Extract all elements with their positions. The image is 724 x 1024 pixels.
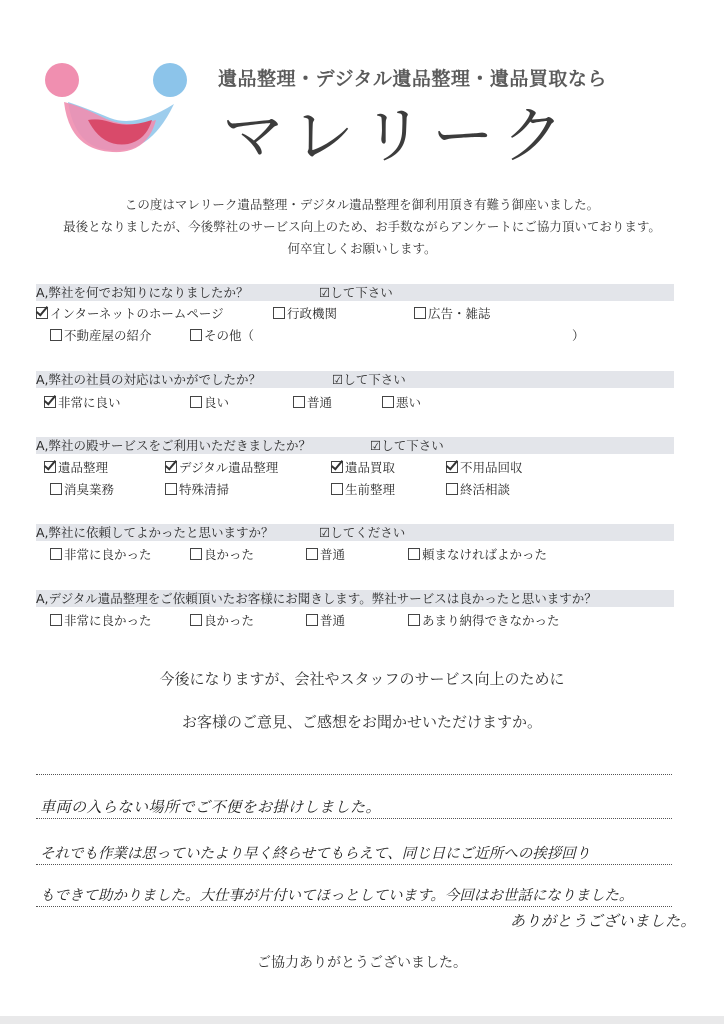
closing-line-1: 今後になりますが、会社やスタッフのサービス向上のために xyxy=(159,670,565,688)
checkbox-icon[interactable] xyxy=(165,483,177,495)
checkbox-icon[interactable] xyxy=(190,329,202,341)
q3-option-tokushu[interactable]: 特殊清掃 xyxy=(165,481,229,498)
q5-option-good[interactable]: 良かった xyxy=(190,612,254,629)
intro-line-2: 最後となりましたが、今後弊社のサービス向上のため、お手数ながらアンケートにご協力頂いております。 xyxy=(63,219,661,234)
q1-option-internet[interactable]: インターネットのホームページ xyxy=(36,305,224,322)
question-2-text: A,弊社の社員の対応はいかがでしたか？ xyxy=(36,372,262,387)
question-2-instruction: ☑して下さい xyxy=(332,372,406,387)
q4-option-very-good[interactable]: 非常に良かった xyxy=(50,546,152,563)
q3-option-shoushuu[interactable]: 消臭業務 xyxy=(50,481,114,498)
q5-option-normal[interactable]: 普通 xyxy=(306,612,345,629)
checkbox-icon[interactable] xyxy=(382,396,394,408)
question-3-bar xyxy=(36,437,674,454)
checkbox-checked-icon[interactable] xyxy=(331,461,343,473)
q3-option-shuukatsu[interactable]: 終活相談 xyxy=(446,481,510,498)
q4-option-should-not[interactable]: 頼まなければよかった xyxy=(408,546,547,563)
q2-option-normal[interactable]: 普通 xyxy=(293,394,332,411)
q2-option-very-good[interactable]: 非常に良い xyxy=(44,394,121,411)
handwritten-comment-4: ありがとうございました。 xyxy=(510,912,697,930)
q4-option-normal[interactable]: 普通 xyxy=(306,546,345,563)
question-1-bar xyxy=(36,284,674,301)
malleleak-logo xyxy=(36,58,196,158)
checkbox-checked-icon[interactable] xyxy=(165,461,177,473)
checkbox-icon[interactable] xyxy=(50,548,62,560)
q1-option-realestate[interactable]: 不動産屋の紹介 xyxy=(50,327,152,344)
q1-option-other[interactable]: その他（ xyxy=(190,327,254,344)
q5-option-very-good[interactable]: 非常に良かった xyxy=(50,612,152,629)
comment-line xyxy=(36,774,672,775)
question-4-bar xyxy=(36,524,674,541)
comment-line xyxy=(36,818,672,819)
question-2-bar xyxy=(36,371,674,388)
question-1-instruction: ☑して下さい xyxy=(319,285,393,300)
checkbox-icon[interactable] xyxy=(190,548,202,560)
intro-line-1: この度はマレリーク遺品整理・デジタル遺品整理を御利用頂き有難う御座いました。 xyxy=(124,197,600,212)
checkbox-icon[interactable] xyxy=(50,483,62,495)
question-1-text: A,弊社を何でお知りになりましたか？ xyxy=(36,285,249,300)
closing-line-2: お客様のご意見、ご感想をお聞かせいただけますか。 xyxy=(181,713,542,731)
q1-option-advertising[interactable]: 広告・雑誌 xyxy=(414,305,491,322)
checkbox-icon[interactable] xyxy=(446,483,458,495)
checkbox-icon[interactable] xyxy=(50,329,62,341)
q2-option-good[interactable]: 良い xyxy=(190,394,229,411)
checkbox-icon[interactable] xyxy=(408,614,420,626)
checkbox-icon[interactable] xyxy=(306,614,318,626)
handwritten-comment-3: もできて助かりました。大仕事が片付いてほっとしています。今回はお世話になりました。 xyxy=(40,888,634,904)
comment-line xyxy=(36,906,672,907)
q1-option-government[interactable]: 行政機関 xyxy=(273,305,337,322)
q5-option-not-satisfied[interactable]: あまり納得できなかった xyxy=(408,612,560,629)
question-5-text: A,デジタル遺品整理をご依頼頂いたお客様にお聞きします。弊社サービスは良かったと思いますか？ xyxy=(36,591,597,606)
checkbox-icon[interactable] xyxy=(306,548,318,560)
checkbox-icon[interactable] xyxy=(190,396,202,408)
checkbox-icon[interactable] xyxy=(414,307,426,319)
question-3-text: A,弊社の殿サービスをご利用いただきましたか？ xyxy=(36,438,312,453)
checkbox-checked-icon[interactable] xyxy=(44,461,56,473)
question-4-instruction: ☑してください xyxy=(319,525,406,540)
question-5-bar xyxy=(36,590,674,607)
q1-other-close: ） xyxy=(572,328,585,343)
question-4-text: A,弊社に依頼してよかったと思いますか？ xyxy=(36,525,274,540)
q3-option-seizen[interactable]: 生前整理 xyxy=(331,481,395,498)
handwritten-comment-1: 車両の入らない場所でご不便をお掛けしました。 xyxy=(40,798,382,816)
logo-mark xyxy=(36,58,196,158)
q4-option-good[interactable]: 良かった xyxy=(190,546,254,563)
checkbox-icon[interactable] xyxy=(331,483,343,495)
q3-option-ihin-kaitori[interactable]: 遺品買取 xyxy=(331,459,395,476)
checkbox-icon[interactable] xyxy=(293,396,305,408)
q3-option-digital-ihin[interactable]: デジタル遺品整理 xyxy=(165,459,278,476)
q3-option-fuyouhin[interactable]: 不用品回収 xyxy=(446,459,523,476)
checkbox-checked-icon[interactable] xyxy=(36,307,48,319)
footer-thanks: ご協力ありがとうございました。 xyxy=(257,955,467,971)
handwritten-comment-2: それでも作業は思っていたより早く終らせてもらえて、同じ日にご近所への挨拶回り xyxy=(40,846,591,862)
checkbox-icon[interactable] xyxy=(273,307,285,319)
checkbox-icon[interactable] xyxy=(190,614,202,626)
checkbox-checked-icon[interactable] xyxy=(446,461,458,473)
tagline: 遺品整理・デジタル遺品整理・遺品買取なら xyxy=(218,68,607,90)
scan-edge xyxy=(0,1016,724,1024)
comment-line xyxy=(36,864,672,865)
checkbox-icon[interactable] xyxy=(408,548,420,560)
checkbox-checked-icon[interactable] xyxy=(44,396,56,408)
q2-option-bad[interactable]: 悪い xyxy=(382,394,421,411)
brand-name: マレリーク xyxy=(222,99,573,172)
intro-line-3: 何卒宜しくお願いします。 xyxy=(287,241,437,256)
q3-option-ihin-seiri[interactable]: 遺品整理 xyxy=(44,459,108,476)
question-3-instruction: ☑して下さい xyxy=(370,438,444,453)
checkbox-icon[interactable] xyxy=(50,614,62,626)
